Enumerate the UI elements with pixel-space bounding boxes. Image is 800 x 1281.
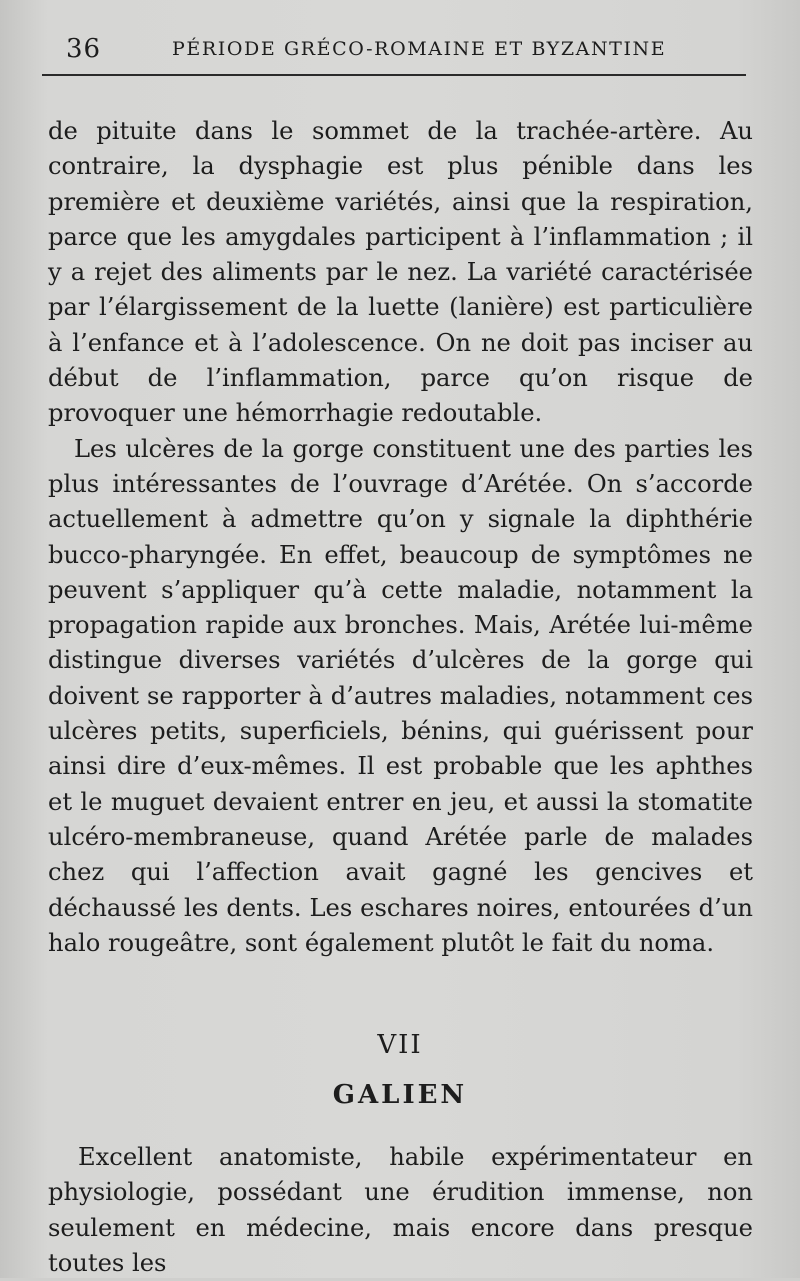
section-number: VII	[377, 1030, 423, 1060]
page-header	[48, 30, 748, 66]
body-text	[48, 114, 753, 961]
paragraph-continued: de pituite dans le sommet de la trachée-artère. Au contraire, la dysphagie est plus pénible dans les première et deuxième variétés, ainsi que la respiration, parce que les amygdales participent à l’inflammation ; il y a rejet des aliments par le nez. La variété caractérisée par l’élargissement de la luette (lanière) est particulière à l’enfance et à l’adolescence. On ne doit pas inciser au début de l’inflammation, parce qu’on risque de provoquer une hémorrhagie redoutable.	[48, 117, 753, 428]
running-head: PÉRIODE GRÉCO-ROMAINE ET BYZANTINE	[172, 38, 667, 60]
paragraph-galien: Excellent anatomiste, habile expérimentateur en physiologie, possédant une érudition immense, non seulement en médecine, mais encore dans presque toutes les	[48, 1143, 753, 1277]
paragraph-ulceres: Les ulcères de la gorge constituent une des parties les plus intéressantes de l’ouvrage d’Arétée. On s’accorde actuellement à admettre qu’on y signale la diphthérie bucco-pharyngée. En effet, beaucoup de symptômes ne peuvent s’appliquer qu’à cette maladie, notamment la propagation rapide aux bronches. Mais, Arétée lui-même distingue diverses variétés d’ulcères de la gorge qui doivent se rapporter à d’autres maladies, notamment ces ulcères petits, superficiels, bénins, qui guérissent pour ainsi dire d’eux-mêmes. Il est probable que les aphthes et le muguet devaient entrer en jeu, et aussi la stomatite ulcéro-membraneuse, quand Arétée parle de malades chez qui l’affection avait gagné les gencives et déchaussé les dents. Les eschares noires, entourées d’un halo rougeâtre, sont également plutôt le fait du noma.	[48, 434, 753, 957]
header-rule	[42, 74, 746, 76]
section-title: GALIEN	[332, 1080, 468, 1110]
section-text	[48, 1140, 753, 1281]
page-number: 36	[66, 34, 102, 64]
